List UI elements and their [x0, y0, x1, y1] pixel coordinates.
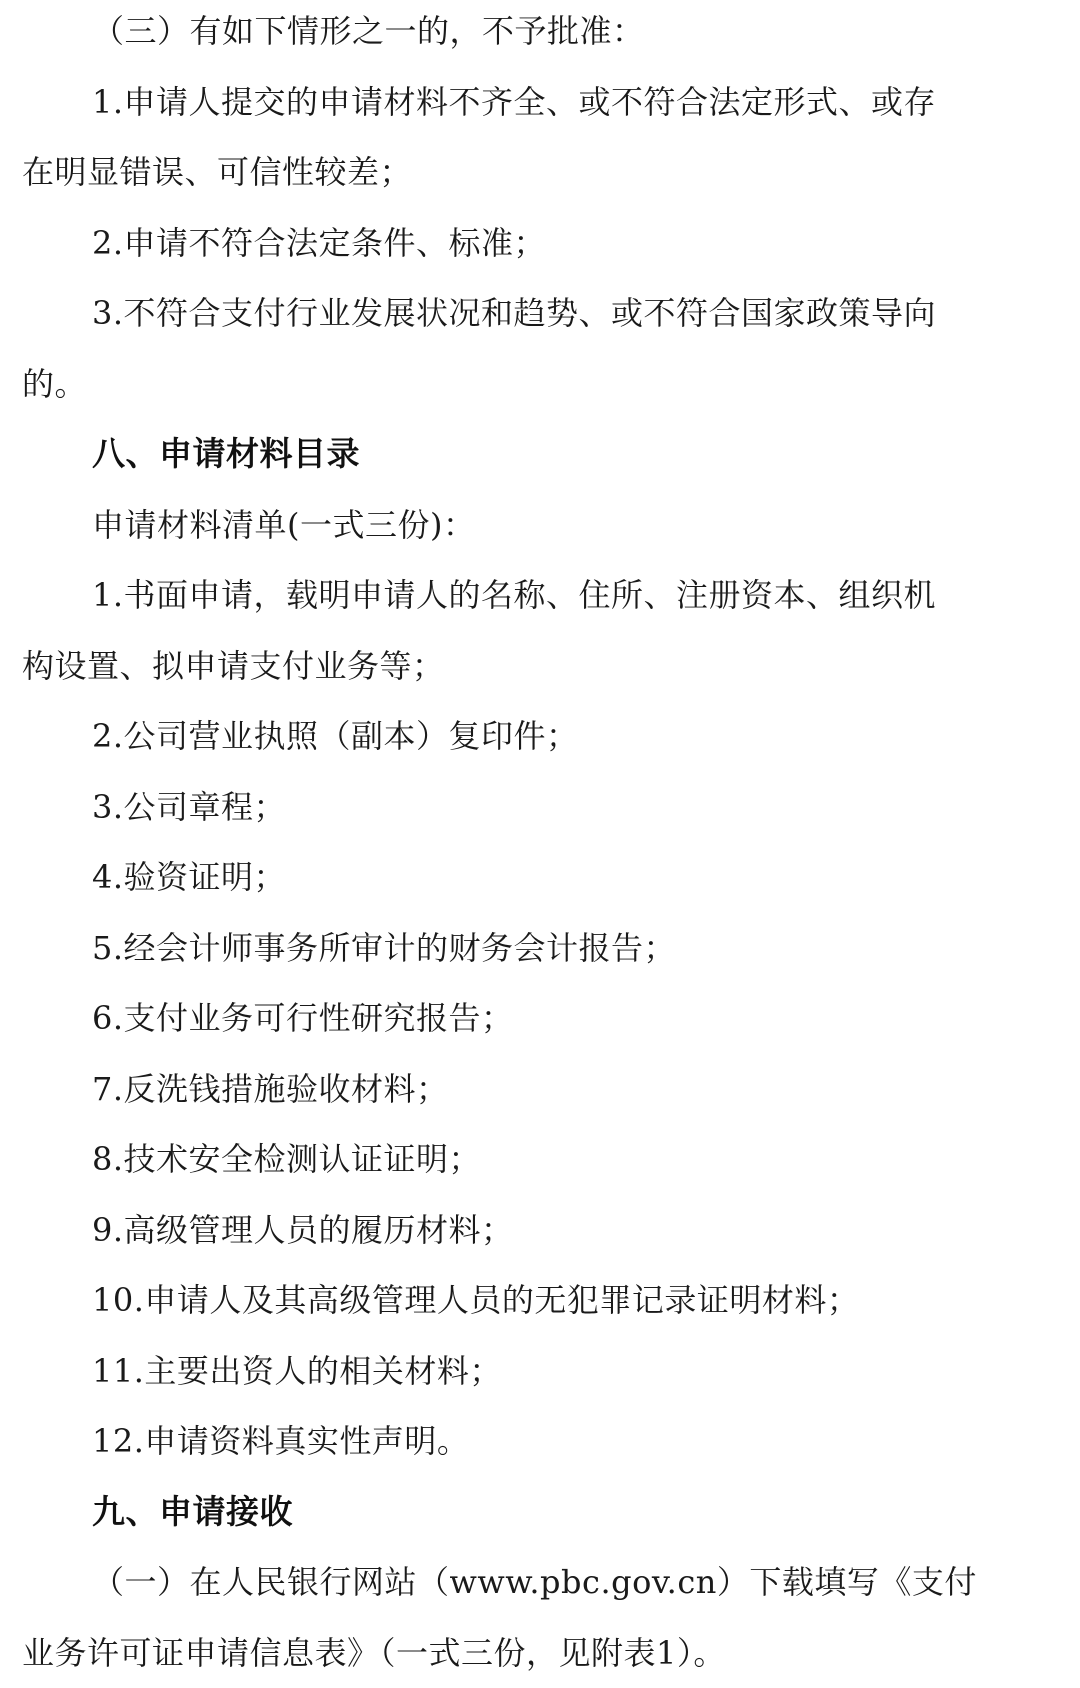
materials-list-intro: 申请材料清单(一式三份)： — [22, 490, 1064, 561]
clause-item-three: （三）有如下情形之一的，不予批准： — [22, 0, 1064, 67]
list-item: 4.验资证明； — [22, 842, 1064, 913]
section-heading-eight: 八、申请材料目录 — [22, 419, 1064, 490]
list-item: 9.高级管理人员的履历材料； — [22, 1195, 1064, 1266]
list-item-continuation: 构设置、拟申请支付业务等； — [22, 631, 1064, 702]
list-item: 10.申请人及其高级管理人员的无犯罪记录证明材料； — [22, 1265, 1064, 1336]
list-item: 2.公司营业执照（副本）复印件； — [22, 701, 1064, 772]
list-item: 1.书面申请，载明申请人的名称、住所、注册资本、组织机 — [22, 560, 1064, 631]
list-item: 1.申请人提交的申请材料不齐全、或不符合法定形式、或存 — [22, 67, 1064, 138]
list-item: 12.申请资料真实性声明。 — [22, 1406, 1064, 1477]
list-item: 3.公司章程； — [22, 772, 1064, 843]
list-item-continuation: 的。 — [22, 349, 1064, 420]
list-item-continuation: 在明显错误、可信性较差； — [22, 137, 1064, 208]
list-item: 3.不符合支付行业发展状况和趋势、或不符合国家政策导向 — [22, 278, 1064, 349]
list-item: 5.经会计师事务所审计的财务会计报告； — [22, 913, 1064, 984]
section-heading-nine: 九、申请接收 — [22, 1477, 1064, 1548]
list-item: 6.支付业务可行性研究报告； — [22, 983, 1064, 1054]
clause-item-one: （一）在人民银行网站（www.pbc.gov.cn）下载填写《支付 — [22, 1547, 1064, 1618]
list-item: 11.主要出资人的相关材料； — [22, 1336, 1064, 1407]
list-item: 2.申请不符合法定条件、标准； — [22, 208, 1064, 279]
list-item: 7.反洗钱措施验收材料； — [22, 1054, 1064, 1125]
clause-item-continuation: 业务许可证申请信息表》（一式三份，见附表1）。 — [22, 1618, 1064, 1688]
list-item: 8.技术安全检测认证证明； — [22, 1124, 1064, 1195]
